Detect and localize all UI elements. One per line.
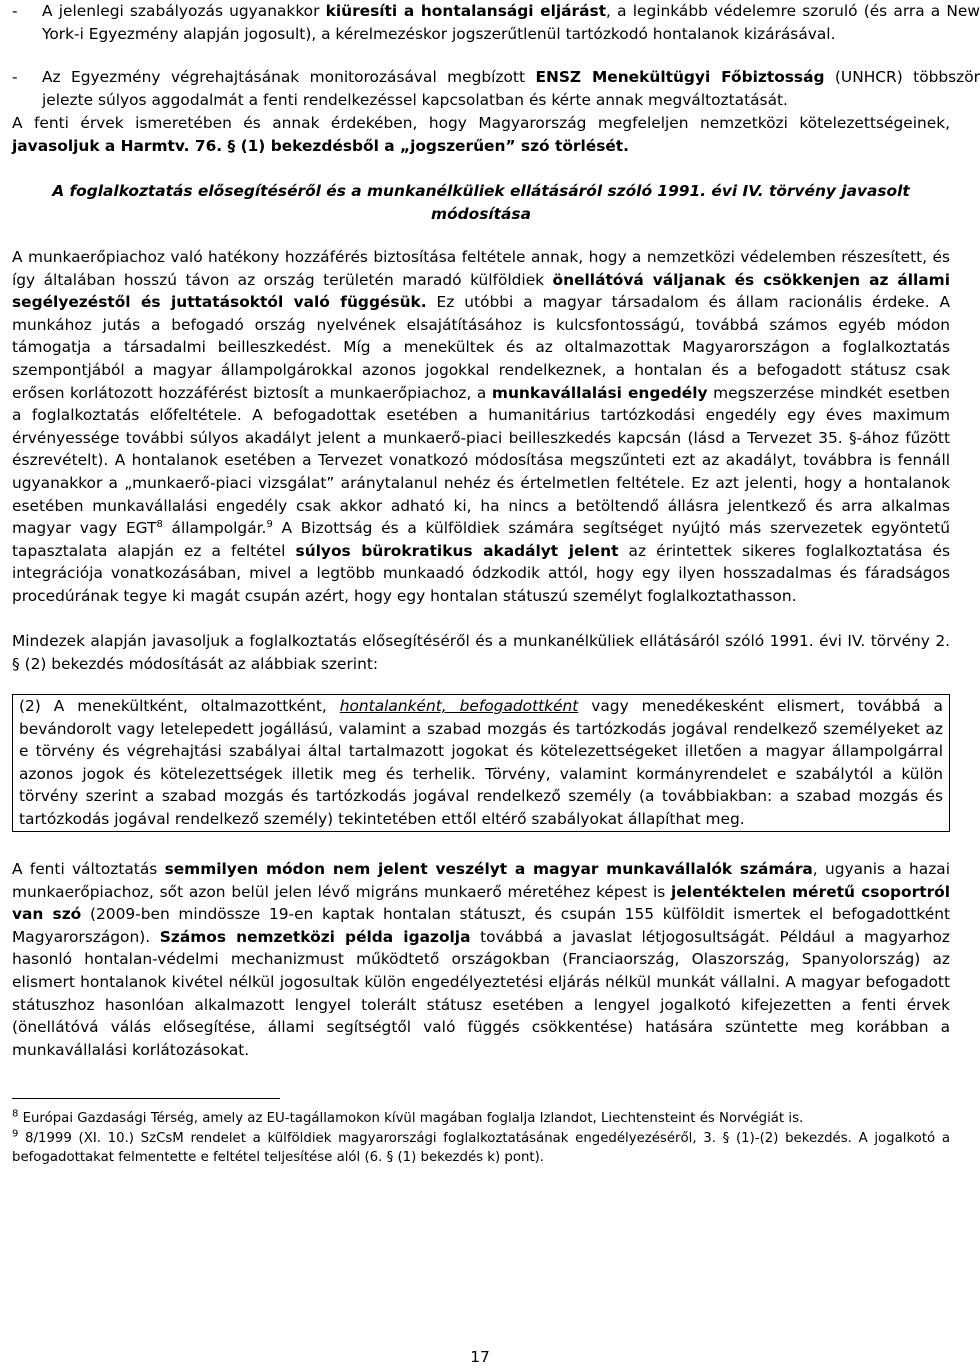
text: , a leginkább védelemre szoruló (és arra a New York-i Egyezmény alapján jogosult), a kérelmezéskor jogszerűtlenül tartózkodó hontalanok kizárásával. xyxy=(42,2,980,43)
text: , ugyanis a hazai munkaerőpiachoz, sőt azon belül jelen lévő migráns munkaerő méretéhez képest is xyxy=(12,860,950,901)
bullet-item-1 xyxy=(12,0,980,45)
footnote-8 xyxy=(12,1110,950,1129)
text: továbbá a javaslat létjogosultságát. Például a magyarhoz hasonló hontalan-védelmi mechanizmust működtető országokban (Franciaország, Olaszország, Spanyolország) az elismert hontalanok kivétel nélkül jogosultak külön engedélyeztetési eljárás nélkül munkát vállalni. A magyar befogadott státuszhoz hasonlóan alkalmazott lengyel tolerált státusz esetében a lengyel jogalkotó kifejezetten a fenti érvek (önellátóvá válás elősegítése, állami segítségtől való függés csökkentése) hatására szüntette meg korábban a munkavállalási korlátozásokat. xyxy=(12,927,950,1059)
paragraph-labor-market xyxy=(12,246,950,608)
text: (2009-ben mindössze 19-en kaptak hontalan státuszt, és csupán 155 külföldit ismertek el befogadottként Magyarországon). xyxy=(12,905,950,946)
text: A fenti változtatás xyxy=(12,860,165,878)
text: az érintettek sikeres foglalkoztatása és integrációja vonatkozásában, mivel a legtöbb munkaadó ódzkodik attól, hogy egy ilyen hosszadalmas és fáradságos procedúrának tegye ki magát csupán azért, hogy egy hontalan státuszú személyt foglalkoztathasson. xyxy=(12,541,950,605)
text: állampolgár. xyxy=(162,519,267,538)
text: (2) A menekültként, oltalmazottként, xyxy=(19,697,340,715)
bold-text: semmilyen módon nem jelent veszélyt a magyar munkavállalók számára xyxy=(164,860,813,878)
underlined-italic-text: hontalanként, befogadottként xyxy=(339,697,579,715)
heading-line-2: módosítása xyxy=(431,204,531,223)
footnote-ref-9[interactable]: 9 xyxy=(266,519,273,530)
bold-text: munkavállalási engedély xyxy=(491,383,708,402)
bold-text: kiüresíti a hontalansági eljárást xyxy=(325,2,607,20)
footnote-separator xyxy=(12,1098,280,1099)
text: megszerzése mindkét esetben a foglalkoztatás előfeltétele. A befogadottak esetében a humanitárius tartózkodási engedély egy éves maximum érvényessége további súlyos akadályt jelent a munkaerő-piaci beilleszkedés kapcsán (lásd a Tervezet 35. §-ához fűzött észrevételt). A hontalanok esetében a Tervezet vonatkozó módosítása megszűnteti ezt az akadályt, továbbra is fennáll ugyanakkor a „munkaerő-piaci vizsgálat” aránytalanul nehéz és értelmetlen feltétele. Ez azt jelenti, hogy a hontalanok esetében munkavállalási engedély csak akkor adható ki, ha nincs a betöltendő állásra jelentkező és arra alkalmas magyar vagy EGT xyxy=(12,383,951,538)
proposed-text xyxy=(19,695,943,831)
bold-text: Számos nemzetközi példa igazolja xyxy=(159,927,471,946)
bold-text: önellátóvá váljanak és csökkenjen az állami segélyezéstől és juttatásoktól való függésük. xyxy=(12,270,950,312)
footnote-number: 8 xyxy=(12,1108,19,1120)
text: Ez utóbbi a magyar társadalom és állam racionális érdeke. A munkához jutás a befogadó ország nyelvének elsajátításához is kulcsfontosságú, továbbá számos egyéb módon támogatja a társadalmi beilleszkedést. Míg a menekültek és az oltalmazottak Magyarországon a foglalkoztatás szempontjából a magyar állampolgárokkal azonos jogokkal rendelkeznek, a hontalan és a befogadott státusz csak erősen korlátozott hozzáférést biztosít a munkaerőpiachoz, a xyxy=(12,293,950,402)
paragraph-no-threat xyxy=(12,858,950,1061)
text: A munkaerőpiachoz való hatékony hozzáférés biztosítása feltétele annak, hogy a nemzetközi védelemben részesített, és így általában hosszú távon az ország területén maradó külföldiek xyxy=(12,248,950,289)
bold-text: ENSZ Menekültügyi Főbiztosság xyxy=(535,68,825,86)
footnote-text: 8/1999 (XI. 10.) SzCsM rendelet a külföldiek magyarországi foglalkoztatásának engedélyezéséről, 3. § (1)-(2) bekezdés. A jogalkotó a befogadottakat felmentette e feltétel teljesítése alól (6. § (1) bekezdés k) pont). xyxy=(12,1131,950,1165)
text: (UNHCR) többször jelezte súlyos aggodalmát a fenti rendelkezéssel kapcsolatban és kérte annak megváltoztatását. xyxy=(42,68,980,109)
paragraph-conclusion xyxy=(12,112,950,157)
text: A jelenlegi szabályozás ugyanakkor xyxy=(42,2,326,20)
heading-line-1: A foglalkoztatás elősegítéséről és a munkanélküliek ellátásáról szóló 1991. évi IV. törvény javasolt xyxy=(52,182,910,200)
page-number: 17 xyxy=(470,1348,490,1366)
text: A Bizottság és a külföldiek számára segítséget nyújtó más szervezetek egyöntetű tapasztalata alapján ez a feltétel xyxy=(12,519,950,560)
bold-text: javasoljuk a Harmtv. 76. § (1) bekezdésből a „jogszerűen” szó törlését. xyxy=(12,136,629,155)
footnote-text: Európai Gazdasági Térség, amely az EU-tagállamokon kívül magában foglalja Izlandot, Liechtensteint és Norvégiát is. xyxy=(18,1111,804,1126)
footnote-ref-8[interactable]: 8 xyxy=(156,519,163,530)
bullet-item-2 xyxy=(12,66,980,111)
proposed-text-box xyxy=(12,694,950,832)
text: A fenti érvek ismeretében és annak érdekében, hogy Magyarország megfeleljen nemzetközi kötelezettségeinek, xyxy=(12,114,950,132)
bold-text: súlyos bürokratikus akadályt jelent xyxy=(295,541,619,560)
paragraph-proposal xyxy=(12,630,950,675)
text: vagy menedékesként elismert, továbbá a bevándorolt vagy letelepedett jogállású, valamint a szabad mozgás és tartózkodás jogával rendelkező személyeket az e törvény és végrehajtási szabályai által tartalmazott jogokat és kötelezettségeket illetően a magyar állampolgárral azonos jogok és kötelezettségek illetik meg és terhelik. Törvény, valamint kormányrendelet e szabálytól a külön törvény szerint a szabad mozgás és tartózkodás jogával rendelkező személy (a továbbiakban: a szabad mozgás és tartózkodás jogával rendelkező személy) tekintetében ettől eltérő szabályokat állapíthat meg. xyxy=(19,697,943,828)
bullet-dash: - xyxy=(12,2,18,20)
bold-text: jelentéktelen méretű csoportról van szó xyxy=(12,882,951,924)
text: Mindezek alapján javasoljuk a foglalkoztatás elősegítéséről és a munkanélküliek ellátásáról szóló 1991. évi IV. törvény 2. § (2) bekezdés módosítását az alábbiak szerint: xyxy=(12,632,950,673)
bullet-dash: - xyxy=(12,68,18,86)
section-heading xyxy=(12,180,950,225)
text: Az Egyezmény végrehajtásának monitorozásával megbízott xyxy=(42,68,536,86)
footnote-9 xyxy=(12,1130,950,1167)
footnote-number: 9 xyxy=(12,1128,19,1140)
